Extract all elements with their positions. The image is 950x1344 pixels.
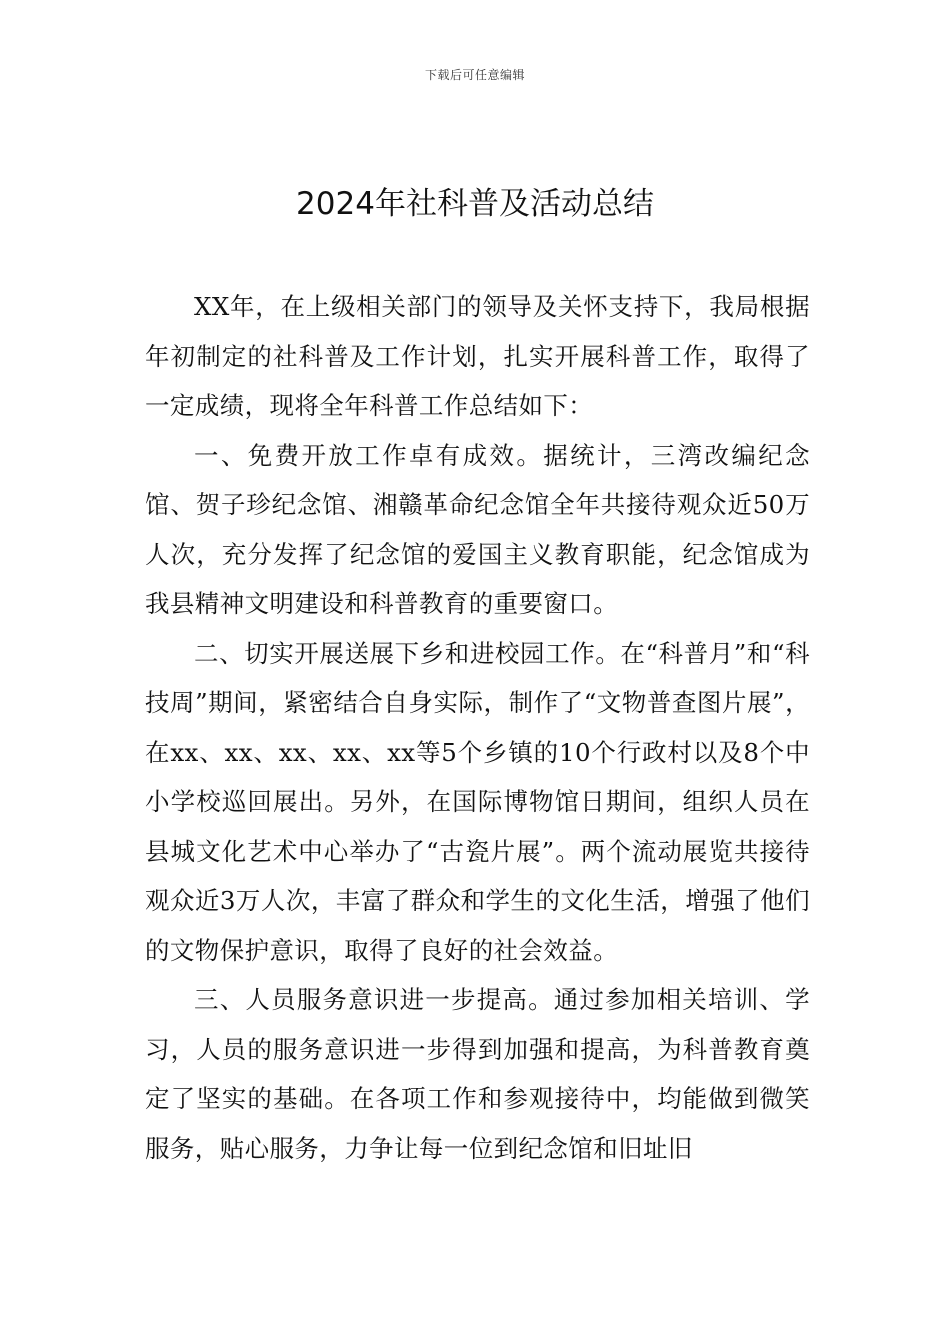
paragraph-intro: XX年，在上级相关部门的领导及关怀支持下，我局根据年初制定的社科普及工作计划，扎实开展科普工作，取得了一定成绩，现将全年科普工作总结如下： <box>145 292 810 420</box>
paragraph-section-1: 一、免费开放工作卓有成效。据统计，三湾改编纪念馆、贺子珍纪念馆、湘赣革命纪念馆全年共接待观众近50万人次，充分发挥了纪念馆的爱国主义教育职能，纪念馆成为我县精神文明建设和科普教育的重要窗口。 <box>145 440 810 618</box>
document-title: 2024年社科普及活动总结 <box>296 186 654 222</box>
document-body <box>145 282 810 1173</box>
paragraph-section-2: 二、切实开展送展下乡和进校园工作。在“科普月”和“科技周”期间，紧密结合自身实际，制作了“文物普查图片展”，在xx、xx、xx、xx、xx等5个乡镇的10个行政村以及8个中小学校巡回展出。另外，在国际博物馆日期间，组织人员在县城文化艺术中心举办了“古瓷片展”。两个流动展览共接待观众近3万人次，丰富了群众和学生的文化生活，增强了他们的文物保护意识，取得了良好的社会效益。 <box>145 638 810 965</box>
header-note: 下载后可任意编辑 <box>424 68 525 82</box>
paragraph-section-3: 三、人员服务意识进一步提高。通过参加相关培训、学习，人员的服务意识进一步得到加强和提高，为科普教育奠定了坚实的基础。在各项工作和参观接待中，均能做到微笑服务，贴心服务，力争让每一位到纪念馆和旧址旧 <box>145 985 810 1163</box>
